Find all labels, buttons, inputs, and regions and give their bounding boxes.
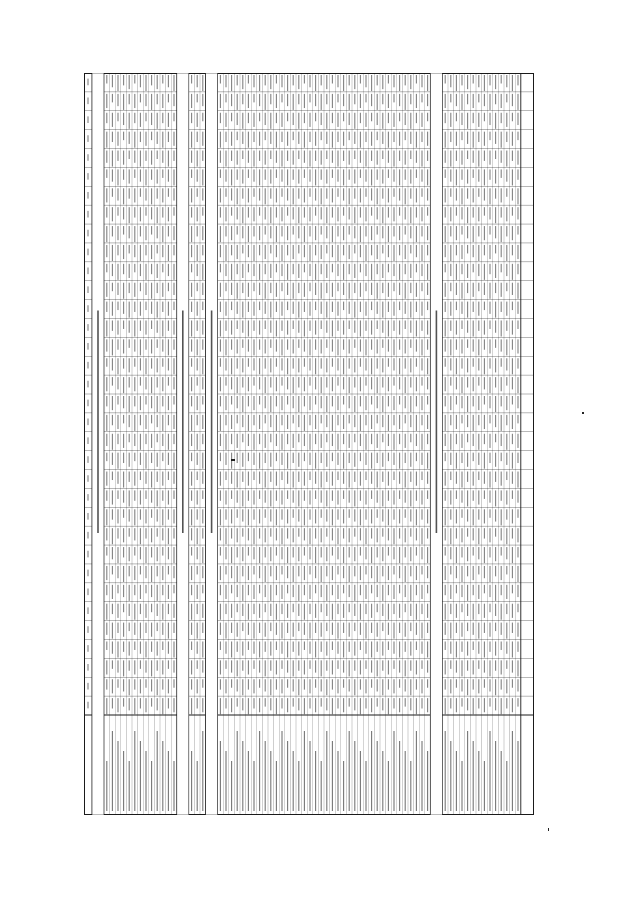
rotated-data-table <box>84 73 534 815</box>
table-grid <box>84 73 534 815</box>
scan-speck <box>548 828 549 831</box>
scan-speck <box>582 412 584 414</box>
